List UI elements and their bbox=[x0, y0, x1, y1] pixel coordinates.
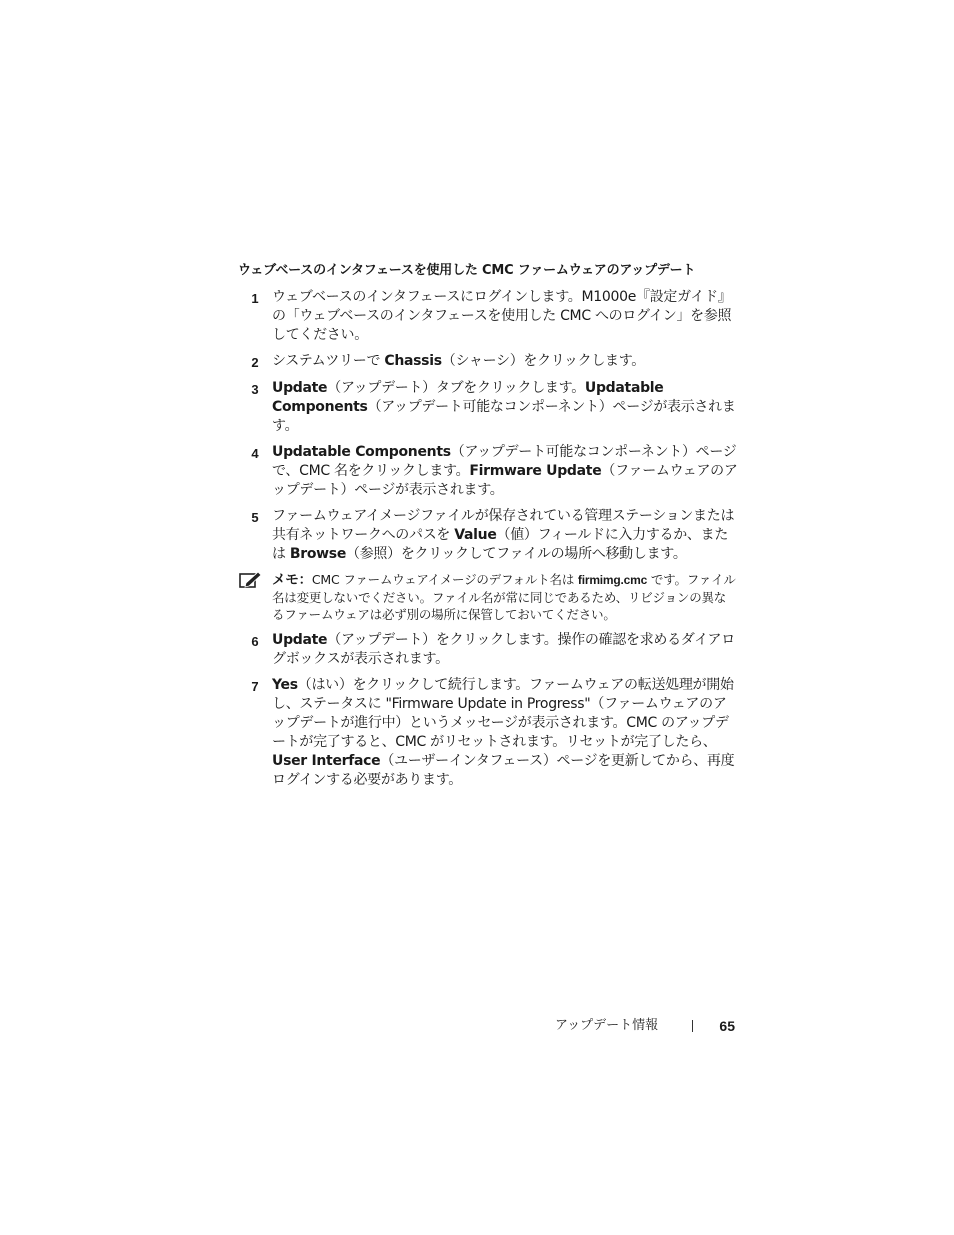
ui-term: Updatable Components bbox=[272, 444, 451, 460]
pencil-note-icon bbox=[238, 571, 272, 623]
ui-term: User Interface bbox=[272, 753, 381, 769]
page-footer bbox=[520, 1016, 738, 1036]
step-2 bbox=[238, 352, 738, 372]
step-4 bbox=[238, 443, 738, 500]
ui-term: Browse bbox=[289, 546, 347, 562]
step-5 bbox=[238, 507, 738, 564]
ui-term: Value bbox=[454, 527, 497, 543]
ui-term: Update bbox=[272, 632, 328, 648]
step-3 bbox=[238, 379, 738, 436]
note-label: メモ： bbox=[272, 572, 312, 588]
step-number: 7 bbox=[251, 679, 259, 694]
step-number: 4 bbox=[251, 446, 259, 461]
step-7 bbox=[238, 676, 738, 790]
step-number: 3 bbox=[251, 382, 259, 397]
step-text: ウェブベースのインタフェースにログインします。M1000e『設定ガイド』の「ウェブベースのインタフェースを使用した CMC へのログイン」を参照してください。 bbox=[272, 289, 732, 343]
step-1 bbox=[238, 288, 738, 345]
filename: firmimg.cmc bbox=[577, 573, 648, 587]
footer-divider bbox=[692, 1020, 693, 1032]
note-block bbox=[238, 571, 738, 623]
step-6 bbox=[238, 631, 738, 669]
step-text: システムツリーで Chassis（シャーシ）をクリックします。 bbox=[272, 353, 646, 369]
note-text: メモ：CMC ファームウェアイメージのデフォルト名は firmimg.cmc です。ファイル名は変更しないでください。ファイル名が常に同じであるため、リビジョンの異なるファームウェアは必ず別の場所に保管しておいてください。 bbox=[272, 572, 736, 622]
section-heading: ウェブベースのインタフェースを使用した CMC ファームウェアのアップデート bbox=[238, 263, 696, 278]
step-text: Update（アップデート）をクリックします。操作の確認を求めるダイアログボックスが表示されます。 bbox=[272, 632, 735, 667]
ui-term: Chassis bbox=[384, 353, 442, 369]
ui-term: Updatable Components bbox=[272, 380, 664, 415]
ui-term: Firmware Update bbox=[469, 463, 602, 479]
step-number: 6 bbox=[251, 634, 259, 649]
step-number: 2 bbox=[251, 355, 259, 370]
main-content bbox=[238, 262, 738, 797]
ui-term: Yes bbox=[272, 677, 298, 693]
footer-section-title: アップデート情報 bbox=[555, 1018, 659, 1033]
step-text: ファームウェアイメージファイルが保存されている管理ステーションまたは共有ネットワークへのパスを Value（値）フィールドに入力するか、または Browse（参照）をクリックしてファイルの場所へ移動します。 bbox=[272, 508, 735, 562]
step-text: Yes（はい）をクリックして続行します。ファームウェアの転送処理が開始し、ステータスに "Firmware Update in Progress"（ファームウェアのアップデートが進行中）というメッセージが表示されます。CMC のアップデートが完了すると、CMC がリセットされます。リセットが完了したら、User Interface（ユーザーインタフェース）ページを更新してから、再度ログインする必要があります。 bbox=[272, 677, 735, 788]
step-number: 5 bbox=[251, 510, 259, 525]
step-text: Updatable Components（アップデート可能なコンポーネント）ページで、CMC 名をクリックします。Firmware Update（ファームウェアのアップデート）ページが表示されます。 bbox=[272, 444, 738, 498]
step-text: Update（アップデート）タブをクリックします。Updatable Components（アップデート可能なコンポーネント）ページが表示されます。 bbox=[272, 380, 736, 434]
step-number: 1 bbox=[251, 291, 259, 306]
ui-term: Update bbox=[272, 380, 328, 396]
page-number: 65 bbox=[719, 1018, 735, 1034]
